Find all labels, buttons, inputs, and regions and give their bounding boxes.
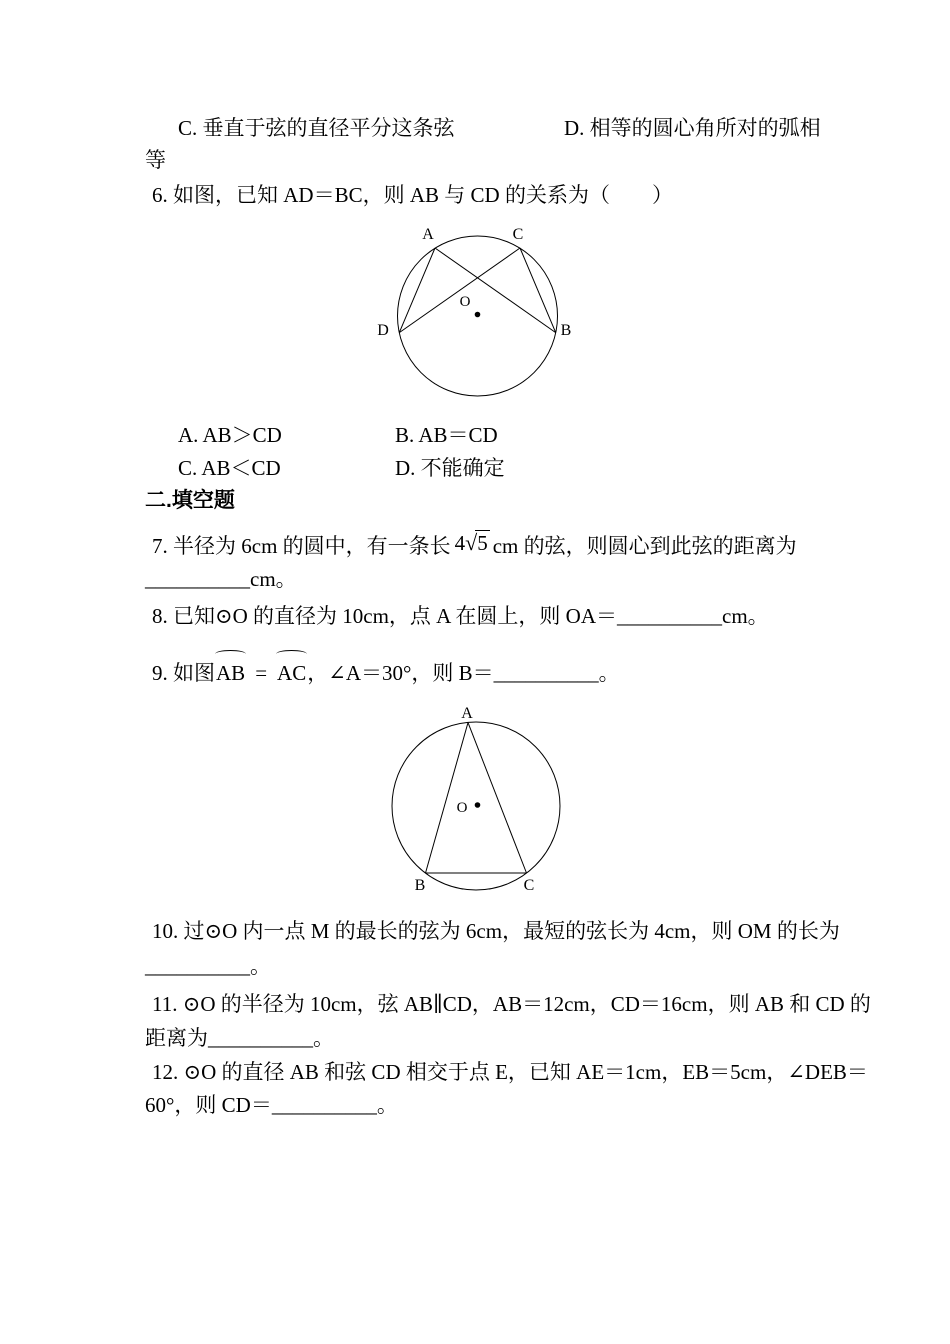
q12-line1: 12. ⊙O 的直径 AB 和弦 CD 相交于点 E，已知 AE＝1cm，EB＝5cm，∠DEB＝: [152, 1060, 868, 1084]
arc-icon: [276, 650, 307, 658]
q7-line1: [152, 532, 797, 560]
chord-AB: [426, 723, 469, 873]
q6-option-b: B. AB＝CD: [395, 423, 498, 447]
point-label-D: D: [377, 322, 389, 339]
radicand: 5: [477, 531, 488, 555]
point-label-C: C: [523, 877, 535, 894]
arc-AC-text: AC: [277, 661, 307, 685]
center-dot: [475, 312, 481, 318]
q11-line1: 11. ⊙O 的半径为 10cm，弦 AB∥CD，AB＝12cm，CD＝16cm，则 AB 和 CD 的: [152, 992, 871, 1016]
q9-suffix: ，∠A＝30°，则 B＝__________。: [307, 661, 620, 685]
radical-coefficient: 4: [454, 531, 466, 555]
q5-option-c: C. 垂直于弦的直径平分这条弦: [178, 116, 455, 140]
center-label-O: O: [459, 294, 471, 310]
arc-icon: [215, 650, 246, 658]
radical-expression: [455, 529, 490, 557]
point-label-A: A: [422, 226, 434, 243]
sqrt-icon: √: [465, 530, 476, 555]
point-label-C: C: [512, 226, 524, 243]
equals-sign: =: [255, 661, 268, 685]
q6-option-a: A. AB＞CD: [178, 423, 282, 447]
q10-line1: 10. 过⊙O 内一点 M 的最长的弦为 6cm，最短的弦长为 4cm，则 OM 的长为: [152, 919, 840, 943]
q7-suffix: cm 的弦，则圆心到此弦的距离为: [492, 534, 797, 558]
q11-line2: 距离为__________。: [145, 1026, 334, 1050]
point-label-B: B: [560, 322, 572, 339]
q6-option-d: D. 不能确定: [395, 456, 505, 480]
center-dot: [475, 802, 481, 808]
arc-AB-text: AB: [216, 661, 246, 685]
q9-prefix: 9. 如图: [152, 661, 215, 685]
figure-q6-circle: [370, 222, 585, 407]
arc-over-AB: [216, 659, 245, 687]
point-label-A: A: [461, 705, 473, 722]
q6-option-c: C. AB＜CD: [178, 456, 281, 480]
q5-option-d-wrap: 等: [145, 148, 166, 172]
q7-line2-blank: __________cm。: [145, 567, 297, 591]
point-label-B: B: [414, 877, 426, 894]
q5-option-d: D. 相等的圆心角所对的弧相: [564, 116, 821, 140]
section-title-fill-in: 二.填空题: [145, 489, 235, 512]
center-label-O: O: [456, 800, 468, 816]
q8-stem: 8. 已知⊙O 的直径为 10cm，点 A 在圆上，则 OA＝__________cm。: [152, 604, 769, 628]
figure-q9-circle: [370, 700, 585, 902]
q6-stem: 6. 如图，已知 AD＝BC，则 AB 与 CD 的关系为（ ）: [152, 183, 673, 207]
q9-stem: [152, 659, 620, 687]
arc-over-AC: [277, 659, 306, 687]
q12-line2: 60°，则 CD＝__________。: [145, 1093, 398, 1117]
chord-AC: [468, 723, 527, 873]
q7-prefix: 7. 半径为 6cm 的圆中，有一条长: [152, 534, 451, 558]
q10-line2-blank: __________。: [145, 954, 271, 978]
